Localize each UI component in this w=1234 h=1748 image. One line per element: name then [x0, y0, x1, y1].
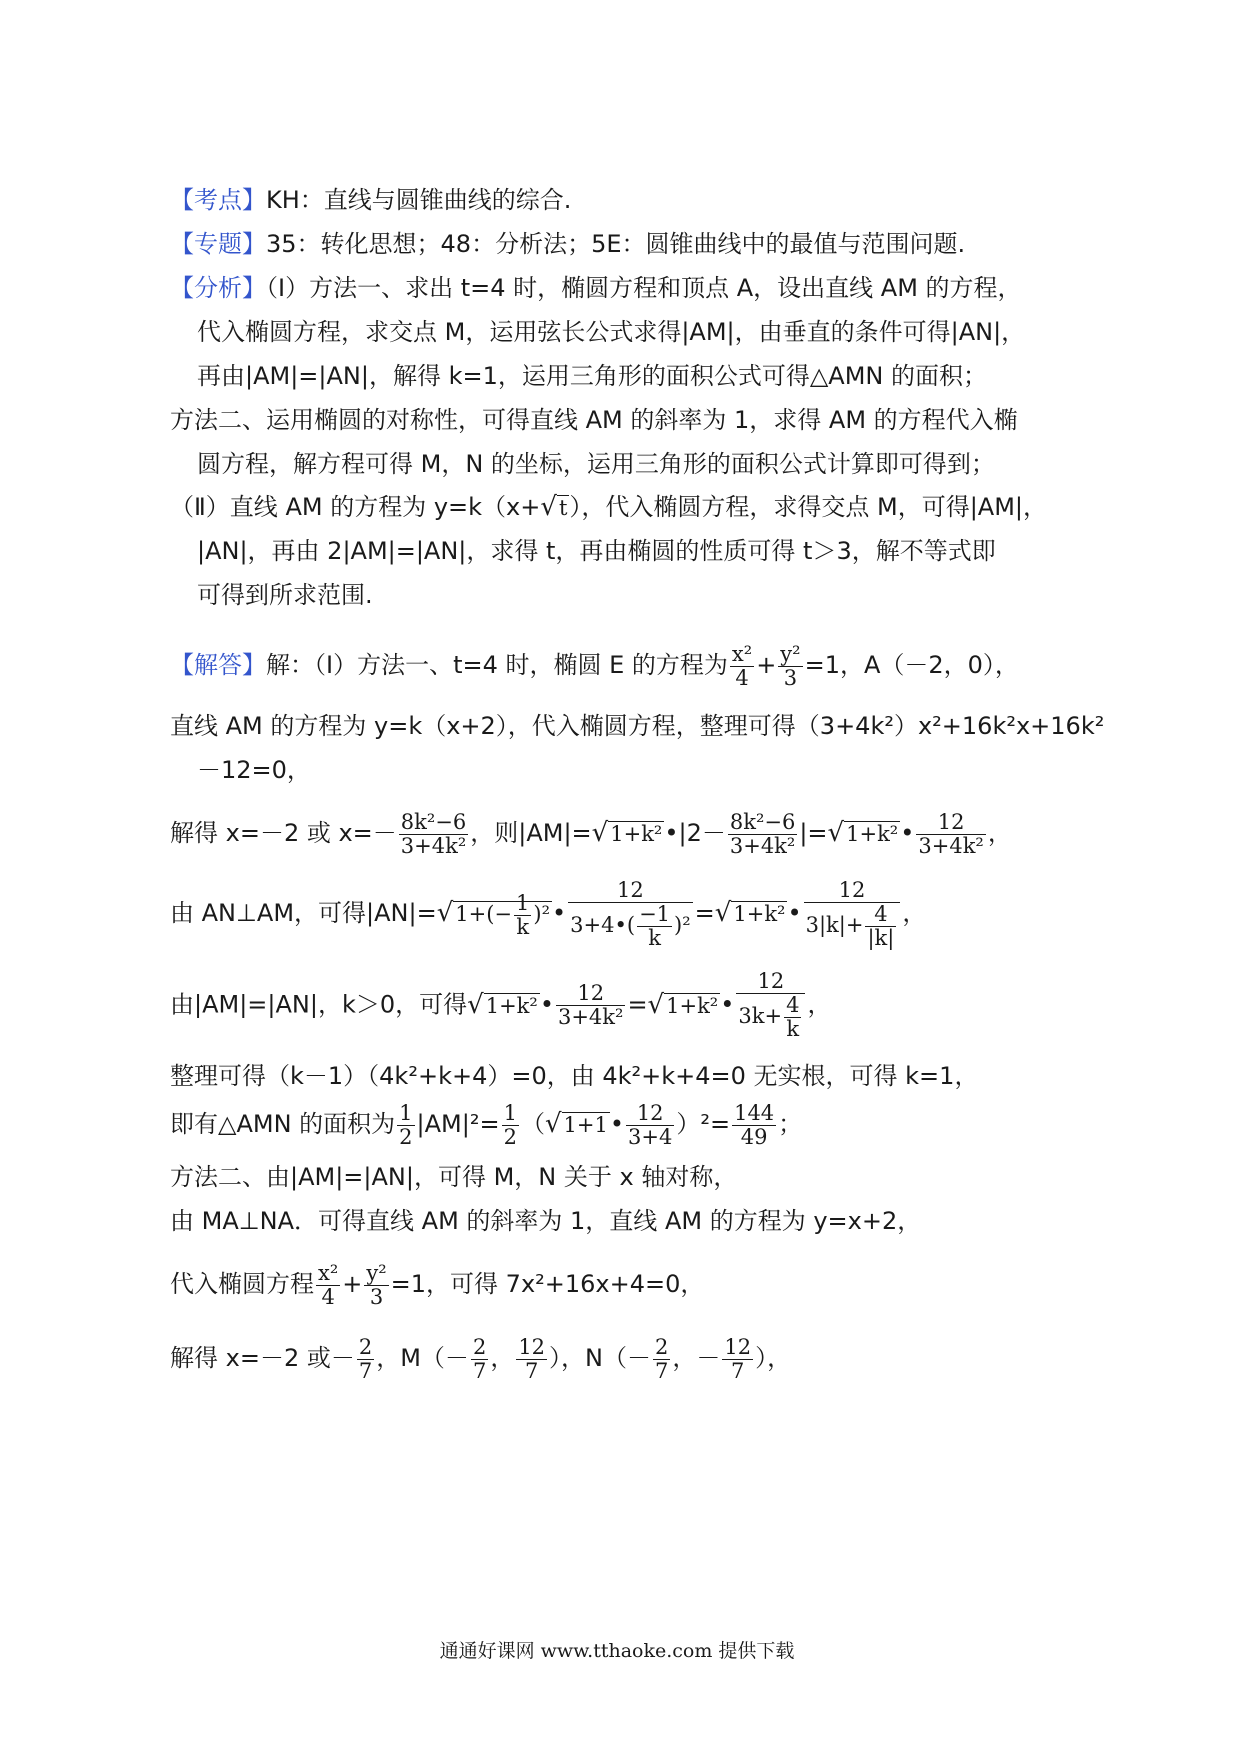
- frac-num: 8k²−6: [400, 809, 467, 834]
- sqrt-t: √t: [540, 492, 568, 522]
- frac-den: 3+4k²: [557, 1005, 624, 1029]
- fenxi-line-7: |AN|，再由 2|AM|=|AN|，求得 t，再由椭圆的性质可得 t＞3，解不等式即: [197, 537, 996, 565]
- jieda-text: ），N（－: [549, 1344, 651, 1372]
- frac-num: x²: [318, 1260, 339, 1285]
- sqrt: √1+k²: [714, 898, 786, 928]
- frac-num: 12: [736, 970, 805, 994]
- frac-den: 4: [321, 1284, 335, 1309]
- frac-num: 12: [724, 1334, 752, 1359]
- fraction: [778, 643, 802, 690]
- den-text: 3+4•(: [570, 912, 636, 937]
- fraction: [514, 892, 531, 939]
- fraction: [399, 811, 468, 858]
- frac-num: y²: [780, 641, 801, 666]
- jieda-line-10: 由 MA⊥NA．可得直线 AM 的斜率为 1，直线 AM 的方程为 y=x+2，: [170, 1207, 922, 1235]
- frac-den: 49: [740, 1124, 768, 1149]
- jieda-line-1: [170, 637, 1019, 693]
- frac-num: 2: [472, 1334, 487, 1359]
- sqrt-text: 1+(−: [455, 902, 513, 926]
- frac-den: 2: [399, 1124, 413, 1149]
- frac-den: 7: [524, 1358, 539, 1383]
- fraction: [357, 1336, 374, 1383]
- frac-num: 2: [655, 1334, 669, 1359]
- den-text: 3|k|+: [805, 912, 864, 937]
- fraction: [653, 1336, 670, 1383]
- frac-num: 2: [358, 1334, 373, 1359]
- jieda-text: |AM|²=: [416, 1110, 500, 1138]
- frac-num: 8k²−6: [729, 809, 796, 834]
- jieda-text: •: [720, 990, 735, 1019]
- frac-den: [568, 903, 693, 950]
- frac-den: 7: [655, 1358, 669, 1383]
- fraction: [637, 903, 672, 950]
- frac-num: 12: [518, 1334, 546, 1359]
- fenxi-text-6b: ），代入椭圆方程，求得交点 M，可得|AM|，: [569, 493, 1048, 521]
- jieda-text: ），: [755, 1344, 792, 1372]
- jieda-line-2: 直线 AM 的方程为 y=k（x+2），代入椭圆方程，整理可得（3+4k²）x²+16k²x+16k²: [170, 712, 1105, 740]
- frac-den: 3+4k²: [400, 833, 467, 858]
- jieda-text: 即有△AMN 的面积为: [170, 1110, 396, 1138]
- frac-den: 3+4k²: [729, 833, 796, 858]
- frac-num: 1: [503, 1100, 517, 1125]
- jieda-text: ，: [987, 819, 1012, 847]
- plus: +: [342, 1270, 363, 1298]
- frac-den: 3: [369, 1284, 384, 1309]
- fraction: [316, 1262, 340, 1309]
- jieda-text: =: [694, 899, 715, 927]
- page-footer: 通通好课网 www.tthaoke.com 提供下载: [439, 1640, 795, 1662]
- jieda-text: =1，A（－2，0），: [804, 651, 1019, 679]
- fraction: [736, 970, 805, 1041]
- fenxi-text-6a: （Ⅱ）直线 AM 的方程为 y=k（x+: [170, 493, 541, 521]
- jieda-text: 解：（Ⅰ）方法一、t=4 时，椭圆 E 的方程为: [266, 651, 728, 679]
- frac-num: x²: [731, 641, 753, 666]
- frac-num: 4: [786, 993, 800, 1017]
- sqrt: √1+k²: [467, 989, 538, 1020]
- fraction: [722, 1336, 753, 1383]
- frac-num: 4: [865, 903, 896, 927]
- sqrt-text: )²: [533, 902, 551, 926]
- jieda-text: •: [539, 990, 554, 1019]
- fenxi-line-4: 方法二、运用椭圆的对称性，可得直线 AM 的斜率为 1，求得 AM 的方程代入椭: [170, 406, 1018, 434]
- fenxi-line-3: 再由|AM|=|AN|，解得 k=1，运用三角形的面积公式可得△AMN 的面积；: [197, 362, 988, 390]
- plus: +: [756, 651, 777, 679]
- jieda-text: •: [787, 899, 802, 927]
- frac-num: 12: [626, 1102, 674, 1126]
- sqrt: √1+(− $\frac{1}{k}$ )²: [436, 891, 551, 939]
- frac-num: −1: [639, 901, 671, 926]
- frac-den: [736, 994, 805, 1041]
- kaodian-text: KH：直线与圆锥曲线的综合.: [266, 186, 572, 214]
- frac-den: k: [786, 1017, 800, 1041]
- jieda-line-4: [170, 805, 1012, 862]
- frac-den: 7: [472, 1358, 487, 1383]
- jieda-line-9: 方法二、由|AM|=|AN|，可得 M，N 关于 x 轴对称，: [170, 1163, 738, 1191]
- frac-num: 12: [916, 811, 985, 835]
- fraction: [730, 643, 754, 690]
- frac-den: k: [648, 925, 661, 950]
- fraction: [364, 1262, 388, 1309]
- jieda-text: ；: [778, 1110, 803, 1138]
- fenxi-text-1: （Ⅰ）方法一、求出 t=4 时，椭圆方程和顶点 A，设出直线 AM 的方程，: [266, 274, 1022, 302]
- jieda-text: ，－: [672, 1344, 721, 1372]
- jieda-line-12: [170, 1330, 791, 1386]
- sqrt-arg: [453, 891, 552, 939]
- jieda-line-11: [170, 1256, 704, 1312]
- fraction: [804, 879, 901, 950]
- jieda-text: •: [900, 819, 915, 847]
- frac-den: 3+4: [628, 1124, 673, 1149]
- jieda-text: 由|AM|=|AN|，k＞0，可得: [170, 990, 468, 1019]
- frac-den: 7: [731, 1358, 745, 1383]
- jieda-text: 解得 x=－2 或－: [170, 1344, 355, 1372]
- kaodian-tag: 【考点】: [170, 186, 266, 214]
- jieda-text: •|2－: [664, 819, 726, 847]
- frac-den: [804, 903, 901, 950]
- fraction: [626, 1102, 674, 1149]
- jieda-text: 由 AN⊥AM，可得|AN|=: [170, 899, 437, 927]
- jieda-line-3: －12=0，: [197, 756, 311, 784]
- jieda-text: ，: [902, 899, 927, 927]
- frac-num: 1: [399, 1100, 413, 1125]
- fraction: [728, 811, 797, 858]
- frac-den: k: [516, 915, 530, 939]
- zhuanti-text: 35：转化思想；48：分析法；5E：圆锥曲线中的最值与范围问题.: [266, 230, 966, 258]
- fraction: [502, 1102, 519, 1149]
- kaodian-line: [170, 185, 571, 215]
- fenxi-line-2: 代入椭圆方程，求交点 M，运用弦长公式求得|AM|，由垂直的条件可得|AN|，: [197, 318, 1026, 346]
- jieda-line-8: [170, 1096, 802, 1153]
- jieda-line-6: [170, 970, 831, 1041]
- jieda-text: ，: [490, 1344, 515, 1372]
- jieda-text: 解得 x=－2 或 x=－: [170, 819, 397, 847]
- fraction: [397, 1102, 414, 1149]
- frac-den: |k|: [867, 925, 895, 950]
- jieda-text: •: [552, 899, 567, 927]
- jieda-text: ）²=: [676, 1110, 731, 1138]
- frac-den: 2: [503, 1124, 517, 1149]
- fraction: [568, 879, 693, 950]
- fraction: [784, 994, 801, 1041]
- sqrt: √1+1: [544, 1109, 608, 1139]
- fenxi-line-5: 圆方程，解方程可得 M，N 的坐标，运用三角形的面积公式计算即可得到；: [197, 450, 995, 478]
- sqrt: √1+k²: [647, 989, 719, 1020]
- jieda-text: =: [627, 990, 648, 1019]
- den-text: 3k+: [738, 1004, 783, 1028]
- frac-num: 12: [804, 879, 901, 903]
- fraction: [865, 903, 896, 950]
- fraction: [516, 1336, 547, 1383]
- fraction: [916, 811, 985, 858]
- jieda-text: ，则|AM|=: [470, 819, 592, 847]
- sqrt: √1+k²: [591, 818, 663, 848]
- zhuanti-line: [170, 229, 965, 259]
- sqrt: √1+k²: [827, 818, 899, 848]
- jieda-line-5: [170, 878, 926, 950]
- fenxi-line-8: 可得到所求范围.: [197, 581, 373, 609]
- jieda-text: 代入椭圆方程: [170, 1270, 314, 1298]
- zhuanti-tag: 【专题】: [170, 230, 266, 258]
- fraction: [471, 1336, 488, 1383]
- frac-num: 1: [516, 891, 530, 915]
- fenxi-line-1: [170, 273, 1022, 303]
- fraction: [732, 1102, 776, 1149]
- jieda-text: |=: [799, 819, 828, 847]
- frac-den: 3+4k²: [918, 833, 984, 858]
- fenxi-line-6: [170, 492, 1047, 523]
- fenxi-tag: 【分析】: [170, 274, 266, 302]
- jieda-text: ，M（－: [376, 1344, 469, 1372]
- jieda-text: ，: [807, 990, 832, 1019]
- jieda-text: •: [609, 1110, 625, 1138]
- jieda-text: （: [520, 1110, 545, 1138]
- frac-den: 7: [358, 1358, 373, 1383]
- frac-num: 144: [734, 1100, 775, 1125]
- den-text: )²: [674, 912, 691, 937]
- fraction: [556, 982, 625, 1029]
- frac-den: 3: [783, 665, 798, 690]
- frac-num: 12: [568, 879, 693, 903]
- jieda-line-7: 整理可得（k－1）（4k²+k+4）=0，由 4k²+k+4=0 无实根，可得 k=1，: [170, 1062, 979, 1090]
- frac-num: y²: [366, 1260, 387, 1285]
- frac-den: 4: [735, 665, 749, 690]
- frac-num: 12: [556, 982, 625, 1006]
- jieda-text: =1，可得 7x²+16x+4=0，: [390, 1270, 705, 1298]
- jieda-tag: 【解答】: [170, 651, 266, 679]
